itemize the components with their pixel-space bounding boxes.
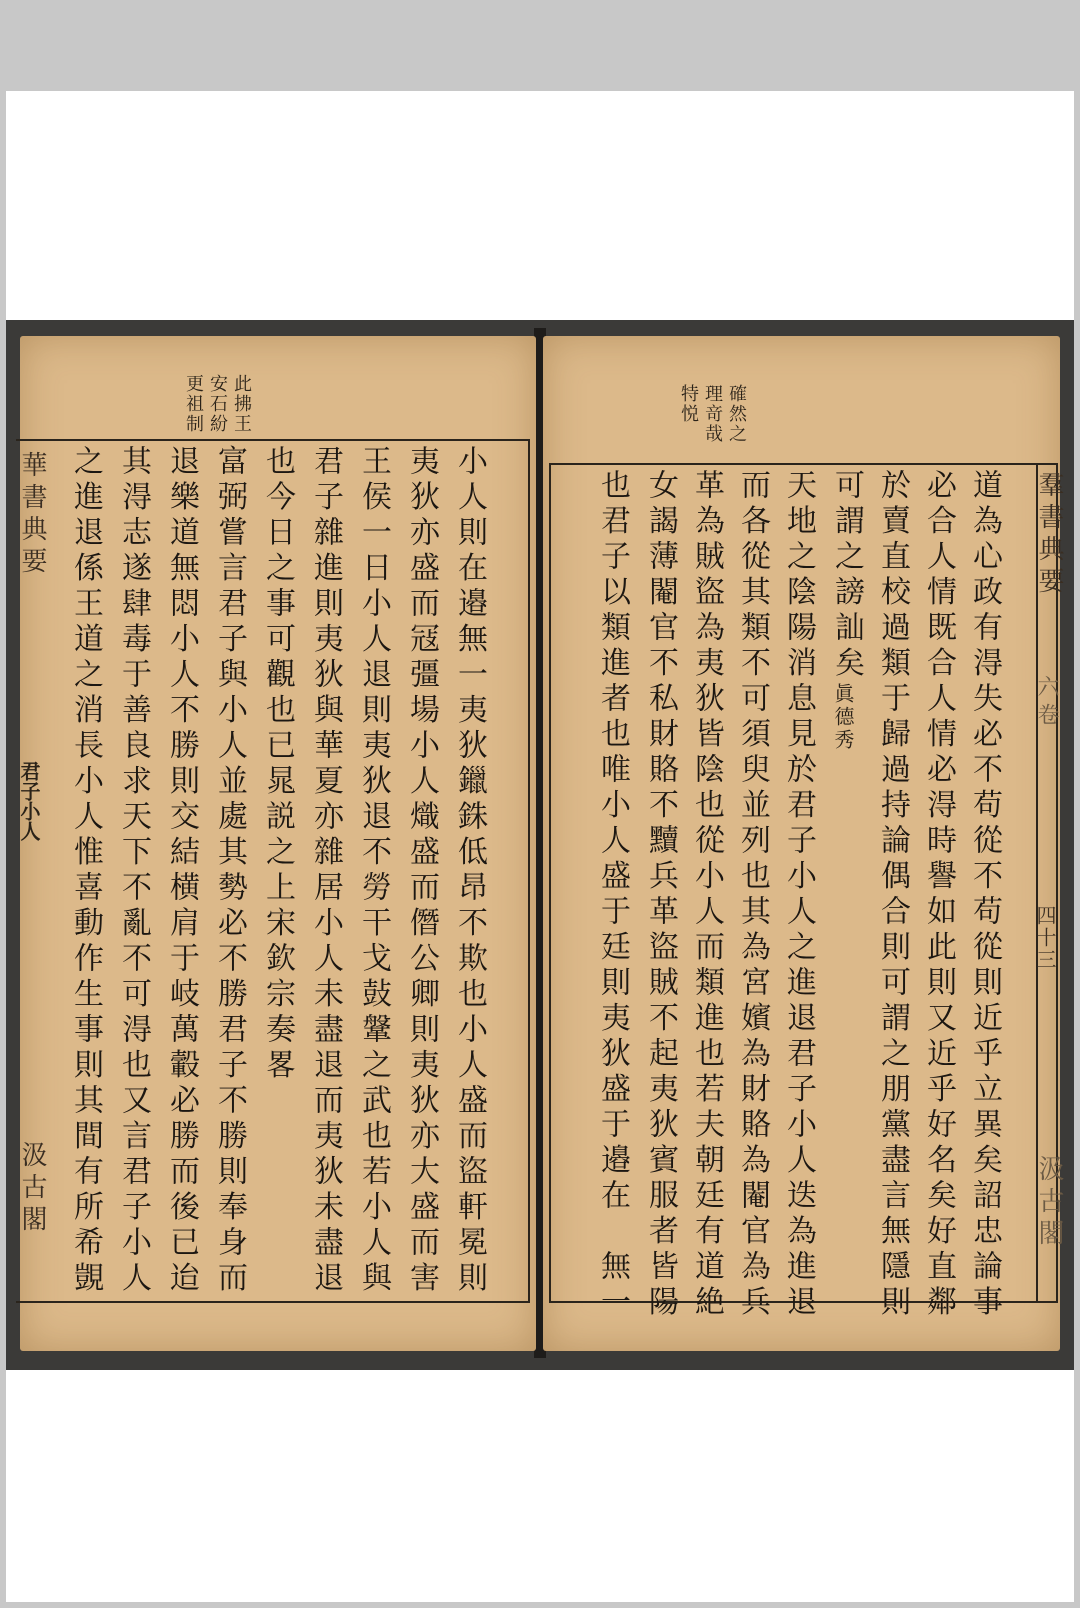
book-scan [6,320,1074,1370]
right-column-7: 革為賊盜為夷狄皆陰也從小人而類進也若夫朝廷有道絶 [689,469,724,1321]
right-gutter-publisher: 汲古閣 [1034,1155,1064,1251]
left-column-5: 也今日之事可觀也已晁説之上宋欽宗奏畧 [260,445,295,1084]
right-column-5: 天地之陰陽消息見於君子小人之進退君子小人迭為進退 [781,469,816,1321]
left-page [17,336,536,1351]
right-column-1: 道為心政有淂失必不苟從不苟從則近乎立異矣詔忠論事 [967,469,1002,1321]
right-gutter-folio: 四十三 [1033,905,1057,971]
left-column-4: 君子雜進則夷狄與華夏亦雜居小人未盡退而夷狄未盡退 [308,445,343,1297]
right-column-2: 必合人情既合人情必淂時譽如此則又近乎好名矣好直鄰 [921,469,956,1321]
left-top-note-1: 此拂王 [231,374,252,434]
right-gutter-volume: 六卷 [1034,675,1059,731]
right-column-6: 而各從其類不可須臾並列也其為宮嬪為財賂為閹官為兵 [735,469,770,1321]
right-gutter-title: 羣書典要 [1034,471,1064,599]
right-top-note-3: 特悦 [678,384,699,424]
left-column-6: 富弼嘗言君子與小人並處其勢必不勝君子不勝則奉身而 [212,445,247,1297]
right-text-block [549,463,1064,1321]
right-top-note-1: 確然之 [726,384,747,444]
left-column-9: 之進退係王道之消長小人惟喜動作生事則其間有所希覬 [68,445,103,1297]
right-column-3: 於賣直校過類于歸過持論偶合則可謂之朋黨盡言無隱則 [875,469,910,1321]
left-gutter-title: 華書典要 [17,451,47,579]
left-column-1: 小人則在邉無一夷狄鑞銖低昂不欺也小人盛而盜軒冕則 [452,445,487,1297]
left-top-note-2: 安石紛 [207,374,228,434]
right-column-4: 可謂之謗訕矣 [829,469,864,682]
left-section-heading: 君子小人 [17,761,41,841]
right-top-note-2: 理竒哉 [702,384,723,444]
right-inline-note: 眞德秀 [831,683,855,752]
left-column-3: 王侯一日小人退則夷狄退不勞干戈鼔鞶之武也若小人與 [356,445,391,1297]
left-top-note-3: 更祖制 [183,374,204,434]
left-column-8: 其淂志遂肆毒于善良求天下不亂不可淂也又言君子小人 [116,445,151,1297]
left-column-7: 退樂道無悶小人不勝則交結横肩于岐萬轂必勝而後已迨 [164,445,199,1297]
left-column-2: 夷狄亦盛而冦彊場小人熾盛而僭公卿則夷狄亦大盛而害 [404,445,439,1297]
left-text-block [16,439,530,1303]
left-gutter-publisher: 汲古閣 [17,1141,47,1237]
right-page [543,336,1064,1351]
right-column-8: 女謁薄閹官不私財賂不黷兵革盜賊不起夷狄賓服者皆陽 [643,469,678,1321]
right-column-9: 也君子以類進者也唯小人盛于廷則夷狄盛于邉在 無一 [595,469,630,1321]
